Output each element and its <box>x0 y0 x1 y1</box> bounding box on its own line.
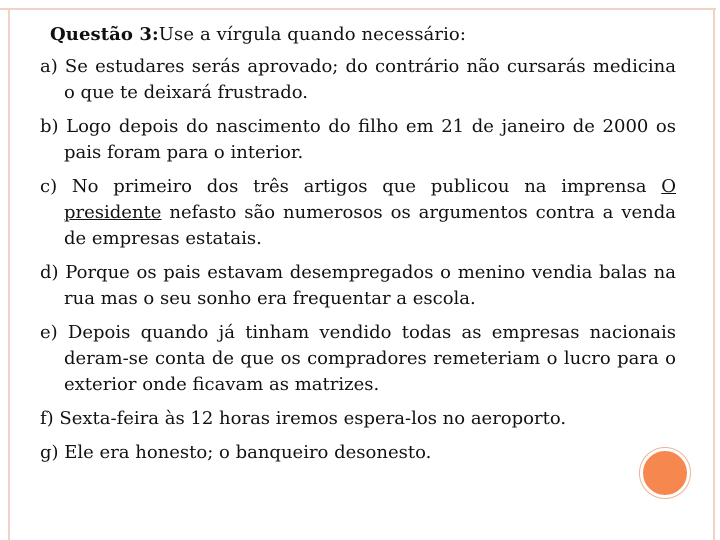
item-g: g) Ele era honesto; o banqueiro desonesto. <box>40 442 432 463</box>
item-e: e) Depois quando já tinham vendido todas as empresas nacionais deram-se conta de que os compradores remeteriam o lucro para o exterior onde ficavam as matrizes. <box>40 322 676 395</box>
question-instruction: Use a vírgula quando necessário: <box>158 24 467 45</box>
question-label: Questão 3: <box>50 24 159 45</box>
item-c <box>40 174 676 252</box>
item-d: d) Porque os pais estavam desempregados o menino vendia balas na rua mas o seu sonho era frequentar a escola. <box>40 262 676 309</box>
frame-right-border <box>713 8 715 540</box>
frame-left-border <box>8 8 10 540</box>
item-c-text-before: c) No primeiro dos três artigos que publicou na imprensa <box>40 176 662 197</box>
frame-top-border <box>0 8 716 10</box>
decorative-orange-circle <box>640 448 690 498</box>
slide-content <box>40 22 676 474</box>
item-c-text-after: nefasto são numerosos os argumentos contra a venda de empresas estatais. <box>64 202 676 249</box>
item-f: f) Sexta-feira às 12 horas iremos espera-los no aeroporto. <box>40 408 567 429</box>
item-b: b) Logo depois do nascimento do filho em 21 de janeiro de 2000 os pais foram para o interior. <box>40 116 676 163</box>
item-c-underlined-text: O presidente <box>64 176 676 223</box>
question-title <box>50 22 676 48</box>
item-a: a) Se estudares serás aprovado; do contrário não cursarás medicina o que te deixará frustrado. <box>40 56 676 103</box>
